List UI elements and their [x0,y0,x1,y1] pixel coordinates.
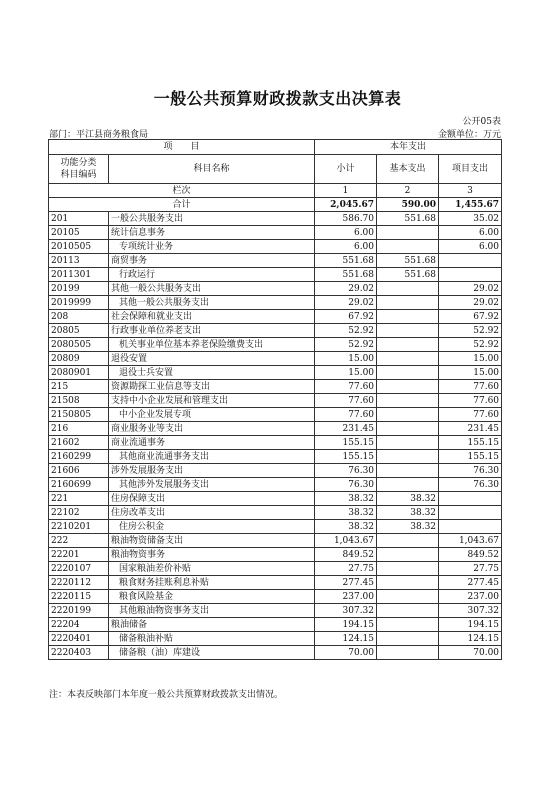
row-subtotal: 124.15 [315,632,377,646]
row-code: 215 [49,380,109,394]
header-project: 项 目 [49,140,315,155]
table-row [49,562,502,576]
row-name: 社会保障和就业支出 [109,310,315,324]
row-project: 277.45 [439,576,502,590]
row-project: 76.30 [439,478,502,492]
row-project: 6.00 [439,240,502,254]
row-project: 77.60 [439,408,502,422]
row-subtotal: 1,043.67 [315,534,377,548]
header-subject-name: 科目名称 [109,155,315,184]
table-row [49,394,502,408]
row-code: 2150805 [49,408,109,422]
row-subtotal: 29.02 [315,282,377,296]
table-row [49,590,502,604]
row-name: 行政事业单位养老支出 [109,324,315,338]
row-subtotal: 38.32 [315,506,377,520]
row-project [439,254,502,268]
row-subtotal: 155.15 [315,450,377,464]
row-project: 52.92 [439,324,502,338]
row-project: 15.00 [439,352,502,366]
row-code: 20805 [49,324,109,338]
row-project [439,506,502,520]
row-subtotal: 586.70 [315,212,377,226]
row-basic [377,590,439,604]
row-name: 涉外发展服务支出 [109,464,315,478]
column-number-row [49,184,502,198]
row-code: 2220403 [49,646,109,660]
table-row [49,296,502,310]
row-subtotal: 38.32 [315,492,377,506]
row-name: 专项统计业务 [109,240,315,254]
row-basic [377,366,439,380]
row-subtotal: 277.45 [315,576,377,590]
row-project: 29.02 [439,282,502,296]
row-subtotal: 231.45 [315,422,377,436]
row-project: 77.60 [439,394,502,408]
row-project: 124.15 [439,632,502,646]
row-project: 307.32 [439,604,502,618]
header-row-1 [49,140,502,155]
row-code: 22201 [49,548,109,562]
table-row [49,464,502,478]
row-subtotal: 551.68 [315,254,377,268]
row-subtotal: 27.75 [315,562,377,576]
row-name: 退役安置 [109,352,315,366]
column-2: 2 [377,184,439,198]
table-row [49,492,502,506]
row-project: 35.02 [439,212,502,226]
row-subtotal: 52.92 [315,338,377,352]
row-name: 其他商业流通事务支出 [109,450,315,464]
row-subtotal: 849.52 [315,548,377,562]
row-code: 21602 [49,436,109,450]
row-code: 2080901 [49,366,109,380]
table-row [49,422,502,436]
row-basic: 38.32 [377,520,439,534]
table-row [49,618,502,632]
row-code: 2220115 [49,590,109,604]
table-row [49,534,502,548]
table-row [49,338,502,352]
row-code: 222 [49,534,109,548]
row-project: 1,043.67 [439,534,502,548]
table-row [49,548,502,562]
total-project: 1,455.67 [439,198,502,212]
row-subtotal: 194.15 [315,618,377,632]
row-basic [377,478,439,492]
footnote: 注：本表反映部门本年度一般公共预算财政拨款支出情况。 [49,690,284,700]
row-subtotal: 15.00 [315,366,377,380]
row-code: 2210201 [49,520,109,534]
row-name: 粮食财务挂账利息补贴 [109,576,315,590]
header-current-year-expense: 本年支出 [315,140,502,155]
header-subtotal: 小计 [315,155,377,184]
department-label: 部门：平江县商务粮食局 [49,130,149,140]
row-project: 67.92 [439,310,502,324]
row-subtotal: 6.00 [315,226,377,240]
table-row [49,366,502,380]
row-name: 粮油物资储备支出 [109,534,315,548]
row-subtotal: 15.00 [315,352,377,366]
expenditure-table [48,139,502,660]
column-1: 1 [315,184,377,198]
row-code: 2010505 [49,240,109,254]
row-name: 住房公积金 [109,520,315,534]
row-name: 资源勘探工业信息等支出 [109,380,315,394]
table-row [49,310,502,324]
row-name: 中小企业发展专项 [109,408,315,422]
row-basic [377,352,439,366]
table-row [49,282,502,296]
row-basic [377,408,439,422]
row-basic [377,646,439,660]
row-subtotal: 67.92 [315,310,377,324]
row-basic [377,282,439,296]
row-project [439,492,502,506]
row-name: 统计信息事务 [109,226,315,240]
row-code: 22204 [49,618,109,632]
table-row [49,436,502,450]
row-name: 商业服务业等支出 [109,422,315,436]
header-func-code: 功能分类 科目编码 [49,155,109,184]
row-code: 21508 [49,394,109,408]
row-subtotal: 6.00 [315,240,377,254]
row-subtotal: 551.68 [315,268,377,282]
row-subtotal: 77.60 [315,394,377,408]
row-project: 52.92 [439,338,502,352]
row-basic [377,632,439,646]
row-name: 住房改革支出 [109,506,315,520]
row-name: 粮油物资事务 [109,548,315,562]
row-code: 2220112 [49,576,109,590]
row-code: 221 [49,492,109,506]
row-basic [377,534,439,548]
row-basic [377,310,439,324]
column-label: 栏次 [49,184,315,198]
total-label: 合计 [49,198,315,212]
row-code: 22102 [49,506,109,520]
row-project: 231.45 [439,422,502,436]
row-project: 849.52 [439,548,502,562]
table-row [49,520,502,534]
row-code: 2220199 [49,604,109,618]
row-code: 2220401 [49,632,109,646]
row-basic [377,324,439,338]
header-basic: 基本支出 [377,155,439,184]
row-code: 2160299 [49,450,109,464]
total-row [49,198,502,212]
row-basic [377,338,439,352]
row-project: 6.00 [439,226,502,240]
row-basic [377,618,439,632]
row-name: 退役士兵安置 [109,366,315,380]
row-code: 2019999 [49,296,109,310]
table-row [49,506,502,520]
row-basic [377,604,439,618]
row-basic: 551.68 [377,268,439,282]
total-subtotal: 2,045.67 [315,198,377,212]
row-code: 20113 [49,254,109,268]
table-row [49,352,502,366]
column-3: 3 [439,184,502,198]
table-row [49,254,502,268]
table-row [49,212,502,226]
table-row [49,450,502,464]
row-project: 77.60 [439,380,502,394]
row-name: 国家粮油差价补贴 [109,562,315,576]
row-basic [377,576,439,590]
row-name: 其他涉外发展服务支出 [109,478,315,492]
row-basic: 38.32 [377,492,439,506]
row-name: 粮油储备 [109,618,315,632]
row-name: 商贸事务 [109,254,315,268]
row-code: 20809 [49,352,109,366]
row-project: 27.75 [439,562,502,576]
row-subtotal: 77.60 [315,408,377,422]
row-subtotal: 29.02 [315,296,377,310]
table-row [49,478,502,492]
row-name: 机关事业单位基本养老保险缴费支出 [109,338,315,352]
row-subtotal: 307.32 [315,604,377,618]
row-code: 208 [49,310,109,324]
row-basic [377,464,439,478]
row-basic [377,548,439,562]
header-project-expense: 项目支出 [439,155,502,184]
row-project: 15.00 [439,366,502,380]
row-name: 储备粮油补贴 [109,632,315,646]
table-row [49,324,502,338]
row-basic [377,450,439,464]
row-name: 粮食风险基金 [109,590,315,604]
table-row [49,268,502,282]
row-code: 216 [49,422,109,436]
row-subtotal: 70.00 [315,646,377,660]
row-basic [377,436,439,450]
row-subtotal: 155.15 [315,436,377,450]
table-row [49,646,502,660]
table-row [49,226,502,240]
row-project [439,268,502,282]
row-name: 行政运行 [109,268,315,282]
table-row [49,408,502,422]
table-row [49,604,502,618]
row-code: 21606 [49,464,109,478]
row-project: 237.00 [439,590,502,604]
row-basic: 551.68 [377,254,439,268]
row-name: 支持中小企业发展和管理支出 [109,394,315,408]
row-name: 其他一般公共服务支出 [109,282,315,296]
row-project: 70.00 [439,646,502,660]
row-basic: 38.32 [377,506,439,520]
row-subtotal: 76.30 [315,464,377,478]
row-name: 商业流通事务 [109,436,315,450]
row-subtotal: 76.30 [315,478,377,492]
header-row-2 [49,155,502,184]
row-project: 76.30 [439,464,502,478]
table-code: 公开05表 [462,117,501,127]
unit-label: 金额单位：万元 [437,130,501,140]
row-project: 194.15 [439,618,502,632]
row-code: 2220107 [49,562,109,576]
row-name: 其他粮油物资事务支出 [109,604,315,618]
row-subtotal: 52.92 [315,324,377,338]
row-basic: 551.68 [377,212,439,226]
row-name: 住房保障支出 [109,492,315,506]
row-subtotal: 38.32 [315,520,377,534]
row-code: 20105 [49,226,109,240]
row-code: 2011301 [49,268,109,282]
row-name: 其他一般公共服务支出 [109,296,315,310]
page-title: 一般公共预算财政拨款支出决算表 [153,89,402,108]
row-basic [377,562,439,576]
total-basic: 590.00 [377,198,439,212]
row-name: 一般公共服务支出 [109,212,315,226]
row-project [439,520,502,534]
row-subtotal: 237.00 [315,590,377,604]
row-basic [377,240,439,254]
row-code: 20199 [49,282,109,296]
table-row [49,240,502,254]
row-project: 29.02 [439,296,502,310]
row-basic [377,226,439,240]
row-code: 2080505 [49,338,109,352]
row-code: 201 [49,212,109,226]
row-code: 2160699 [49,478,109,492]
row-basic [377,422,439,436]
table-row [49,632,502,646]
row-project: 155.15 [439,436,502,450]
row-subtotal: 77.60 [315,380,377,394]
row-basic [377,394,439,408]
row-name: 储备粮（油）库建设 [109,646,315,660]
table-row [49,380,502,394]
table-row [49,576,502,590]
row-project: 155.15 [439,450,502,464]
row-basic [377,296,439,310]
row-basic [377,380,439,394]
